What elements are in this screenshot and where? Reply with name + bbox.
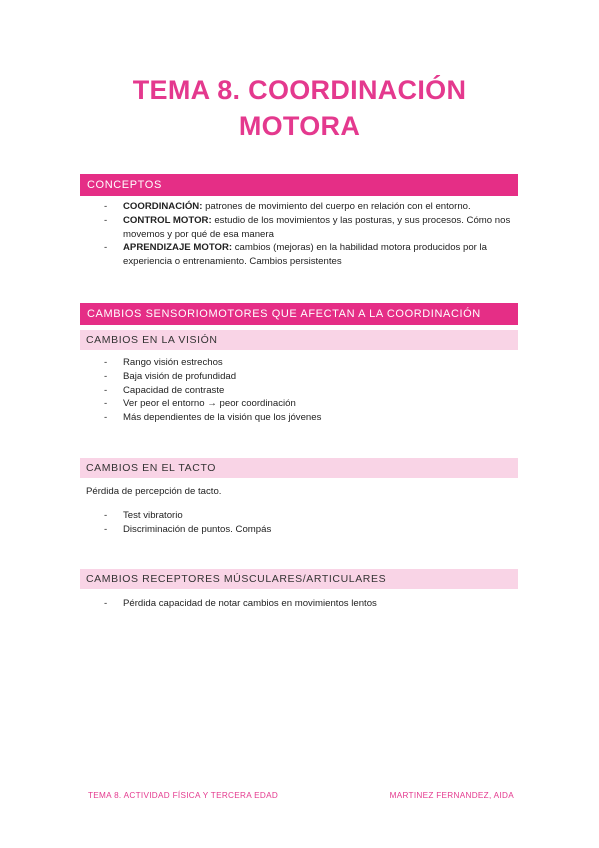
concept-text: estudio de los movimientos y las posturas, y sus procesos. Cómo nos movemos y por qué de esa manera [123,214,511,240]
list-item: - Pérdida capacidad de notar cambios en movimientos lentos [104,597,514,611]
concept-term: COORDINACIÓN: [123,201,203,212]
list-item [104,241,514,269]
conceptos-list [104,200,514,269]
concept-text: patrones de movimiento del cuerpo en relación con el entorno. [202,201,471,212]
list-item: - Rango visión estrechos [104,356,514,370]
receptores-list [104,597,514,611]
list-item: - Baja visión de profundidad [104,370,514,384]
title-line-1: TEMA 8. COORDINACIÓN [132,75,467,105]
cambios-heading: CAMBIOS SENSORIOMOTORES QUE AFECTAN A LA COORDINACIÓN [80,303,518,325]
footer-right: MARTINEZ FERNANDEZ, AIDA [389,791,514,800]
vision-list [104,356,514,425]
list-item: - Discriminación de puntos. Compás [104,523,514,537]
conceptos-heading: CONCEPTOS [80,174,518,196]
list-item [104,200,514,214]
tacto-heading: CAMBIOS EN EL TACTO [80,458,518,478]
list-item: - Test vibratorio [104,509,514,523]
list-item: - Ver peor el entorno → peor coordinación [104,397,514,411]
footer-left: TEMA 8. ACTIVIDAD FÍSICA Y TERCERA EDAD [88,791,279,800]
tacto-list [104,509,514,537]
concept-text: cambios (mejoras) en la habilidad motora producidos por la experiencia o entrenamiento. Cambios persistentes [123,242,487,268]
page-title [0,72,599,144]
list-item [104,214,514,242]
tacto-intro: Pérdida de percepción de tacto. [86,486,222,497]
concept-term: APRENDIZAJE MOTOR: [123,242,233,254]
title-line-2: MOTORA [238,111,361,141]
concept-term: CONTROL MOTOR: [123,214,212,226]
list-item: - Más dependientes de la visión que los jóvenes [104,411,514,425]
vision-heading: CAMBIOS EN LA VISIÓN [80,330,518,350]
receptores-heading: CAMBIOS RECEPTORES MÚSCULARES/ARTICULARES [80,569,518,589]
list-item: - Capacidad de contraste [104,384,514,398]
